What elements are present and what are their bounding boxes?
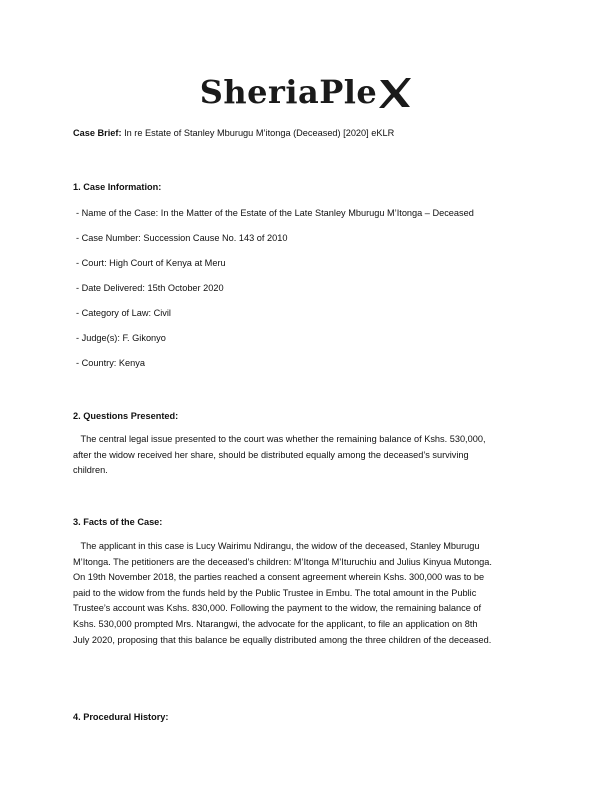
case-brief-title: In re Estate of Stanley Mburugu M’itonga (Deceased) [2020] eKLR (121, 128, 395, 138)
paragraph-line: The central legal issue presented to the court was whether the remaining balance of Kshs. 530,000, (73, 434, 486, 444)
sheriaplex-logo (0, 74, 612, 110)
case-brief-line (73, 128, 394, 138)
section-heading-procedural-history: 4. Procedural History: (73, 712, 169, 722)
case-info-country: - Country: Kenya (76, 358, 145, 368)
section-heading-case-information: 1. Case Information: (73, 182, 162, 192)
case-info-judges: - Judge(s): F. Gikonyo (76, 333, 166, 343)
paragraph-line: M’Itonga. The petitioners are the deceased’s children: M’Itonga M’Ituruchiu and Julius Kinyua Mutonga. (73, 556, 492, 567)
case-info-number: - Case Number: Succession Cause No. 143 of 2010 (76, 233, 288, 243)
paragraph-line: The applicant in this case is Lucy Wairimu Ndirangu, the widow of the deceased, Stanley Mburugu (73, 541, 480, 551)
paragraph-line: July 2020, proposing that this balance be equally distributed among the three children of the deceased. (73, 634, 492, 645)
paragraph-line: Trustee’s account was Kshs. 830,000. Following the payment to the widow, the remaining balance of (73, 603, 482, 614)
paragraph-line: children. (73, 465, 108, 476)
section-heading-facts: 3. Facts of the Case: (73, 517, 163, 527)
paragraph-line: Kshs. 530,000 prompted Mrs. Ntarangwi, the advocate for the applicant, to file an application on 8th (73, 618, 478, 629)
case-info-date: - Date Delivered: 15th October 2020 (76, 283, 224, 293)
case-info-court: - Court: High Court of Kenya at Meru (76, 258, 226, 268)
questions-paragraph (73, 432, 543, 479)
facts-paragraph (73, 539, 543, 648)
x-icon (378, 76, 412, 110)
logo-wordmark: SheriaPle (199, 73, 378, 111)
paragraph-line: paid to the widow from the funds held by the Public Trustee in Embu. The total amount in the Public (73, 587, 477, 598)
case-info-name: - Name of the Case: In the Matter of the Estate of the Late Stanley Mburugu M’Itonga – Deceased (76, 208, 474, 218)
case-brief-label: Case Brief: (73, 128, 122, 138)
paragraph-line: after the widow received her share, should be distributed equally among the deceased’s surviving (73, 449, 469, 460)
paragraph-line: On 19th November 2018, the parties reached a consent agreement wherein Kshs. 300,000 was to be (73, 572, 485, 583)
section-heading-questions: 2. Questions Presented: (73, 411, 179, 421)
case-info-category: - Category of Law: Civil (76, 308, 171, 318)
